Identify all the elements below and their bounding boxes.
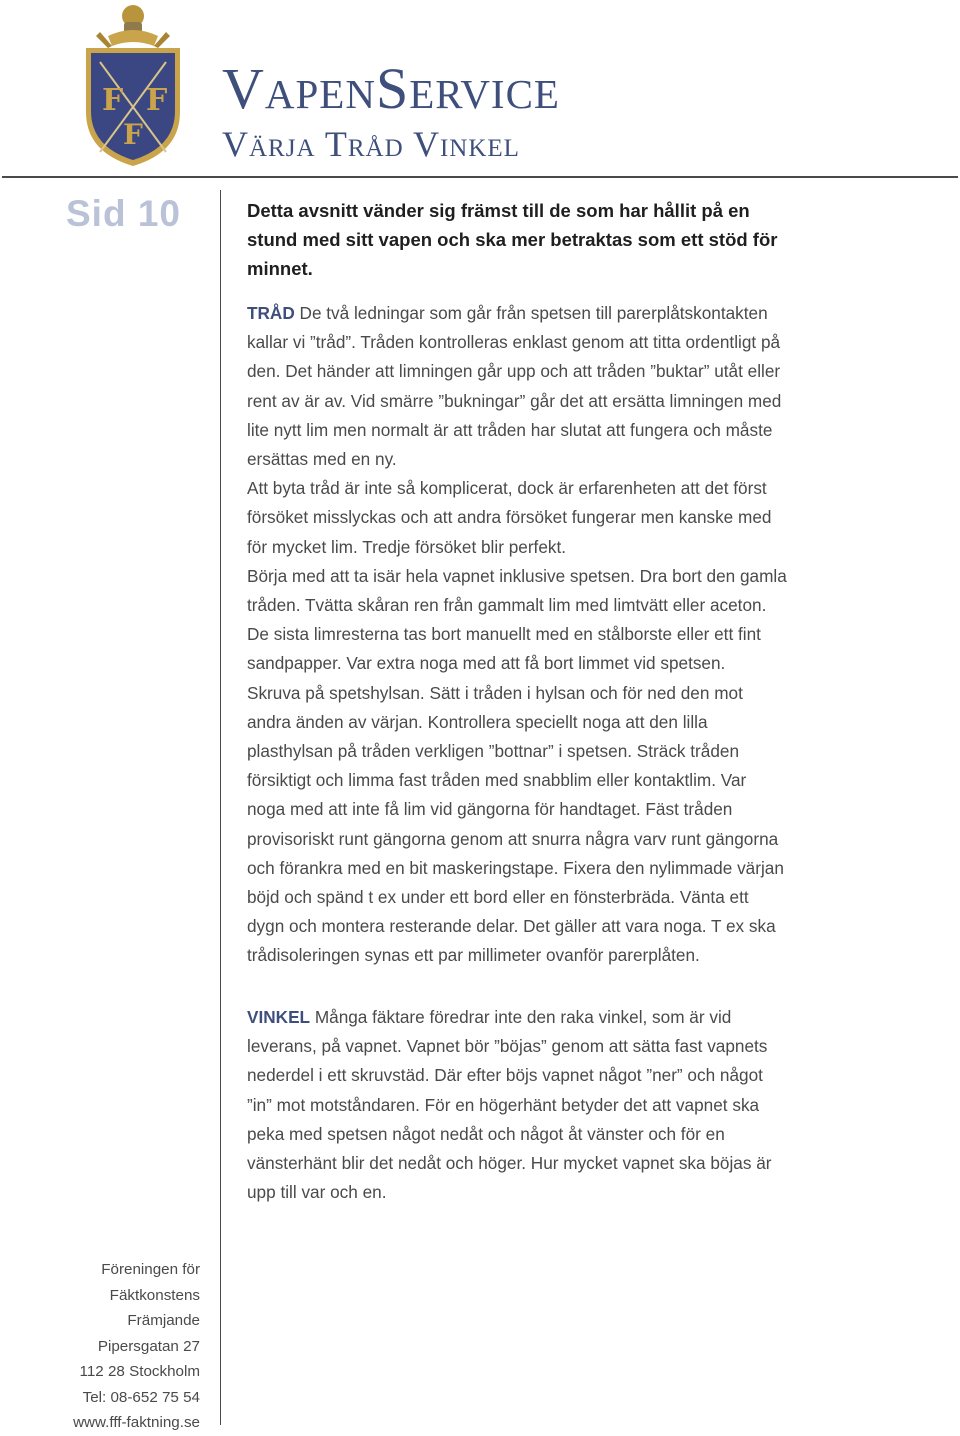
document-title: VapenService: [222, 56, 560, 121]
footer-address: [73, 1257, 200, 1436]
intro-text: Detta avsnitt vänder sig främst till de som har hållit på en stund med sitt vapen och ska mer betraktas som ett stöd för minnet.: [247, 200, 778, 279]
column-divider: [220, 190, 221, 1425]
section-vinkel-text-1: Många fäktare föredrar inte den raka vinkel, som är vid leverans, på vapnet. Vapnet bör ”böjas” genom att sätta fast vapnets nederdel i ett skruvstäd. Där efter böjs vapnet något ”ner” och något ”in” mot motståndaren. För en högerhänt betyder det att vapnet ska peka med spetsen något nedåt och något åt vänster och för en vänsterhänt blir det nedåt och höger. Hur mycket vapnet ska böjas är upp till var och en.: [247, 1007, 772, 1203]
intro-block: [247, 196, 787, 283]
address-line: 112 28 Stockholm: [79, 1363, 200, 1380]
fff-crest-logo: [78, 2, 188, 170]
section-vinkel-keyword: VINKEL: [247, 1007, 311, 1027]
crest-letter-right: F: [146, 83, 168, 118]
section-vinkel: [247, 1003, 782, 1207]
phone-line: Tel: 08-652 75 54: [82, 1388, 200, 1406]
section-trad-text-1: De två ledningar som går från spetsen till parerplåtskontakten kallar vi ”tråd”. Tråden kontrolleras enklast genom att titta ordentligt på den. Det händer att limningen går upp och att tråden ”buktar” utåt eller rent av är av. Vid smärre ”bukningar” går det att ersätta limningen med lite nytt lim men normalt är att tråden har slutat att fungera och måste ersättas med en ny.: [247, 303, 782, 470]
website-link[interactable]: www.fff-faktning.se: [73, 1414, 200, 1431]
crest-icon: [78, 2, 188, 170]
address-line: Pipersgatan 27: [97, 1337, 200, 1355]
page-number-label: Sid 10: [66, 193, 181, 234]
section-trad-paragraph-1: [247, 299, 789, 474]
address-line: Fäktkonstens: [109, 1286, 200, 1304]
address-line: Främjande: [127, 1312, 200, 1329]
crest-letter-bottom: F: [123, 118, 143, 151]
section-trad-paragraph-4: Skruva på spetshylsan. Sätt i tråden i hylsan och för ned den mot andra änden av värjan. Kontrollera speciellt noga att den lilla plasthylsan på tråden verkligen ”bottnar” i spetsen. Sträck tråden försiktigt och limma fast tråden med snabblim eller kontaktlim. Var noga med att inte få lim vid gängorna för handtaget. Fäst tråden provisoriskt runt gängorna genom att snurra några varv runt gängorna och förankra med en bit maskeringstape. Fixera den nylimmade värjan böjd och spänd t ex under ett bord eller en fönsterbräda. Vänta ett dygn och montera resterande delar. Det gäller att vara noga. T ex ska trådisoleringen synas ett par millimeter ovanför parerplåten.: [247, 682, 784, 966]
section-trad-keyword: TRÅD: [247, 303, 295, 323]
crest-letter-left: F: [102, 83, 124, 118]
section-vinkel-paragraph-1: [247, 1003, 782, 1207]
section-trad: [247, 299, 789, 971]
section-trad-paragraph-3: Börja med att ta isär hela vapnet inklusive spetsen. Dra bort den gamla tråden. Tvätta skåran ren från gammalt lim med limtvätt eller aceton. De sista limresterna tas bort manuellt med en stålborste eller ett fint sandpapper. Var extra noga med att få bort limmet vid spetsen.: [247, 565, 787, 674]
section-trad-paragraph-2: Att byta tråd är inte så komplicerat, dock är erfarenheten att det först försöket misslyckas och att andra försöket fungerar men kanske med för mycket lim. Tredje försöket blir perfekt.: [247, 478, 772, 557]
document-subtitle: Värja Tråd Vinkel: [222, 124, 520, 164]
address-line: Föreningen för: [101, 1261, 200, 1278]
header-divider: [2, 176, 958, 178]
